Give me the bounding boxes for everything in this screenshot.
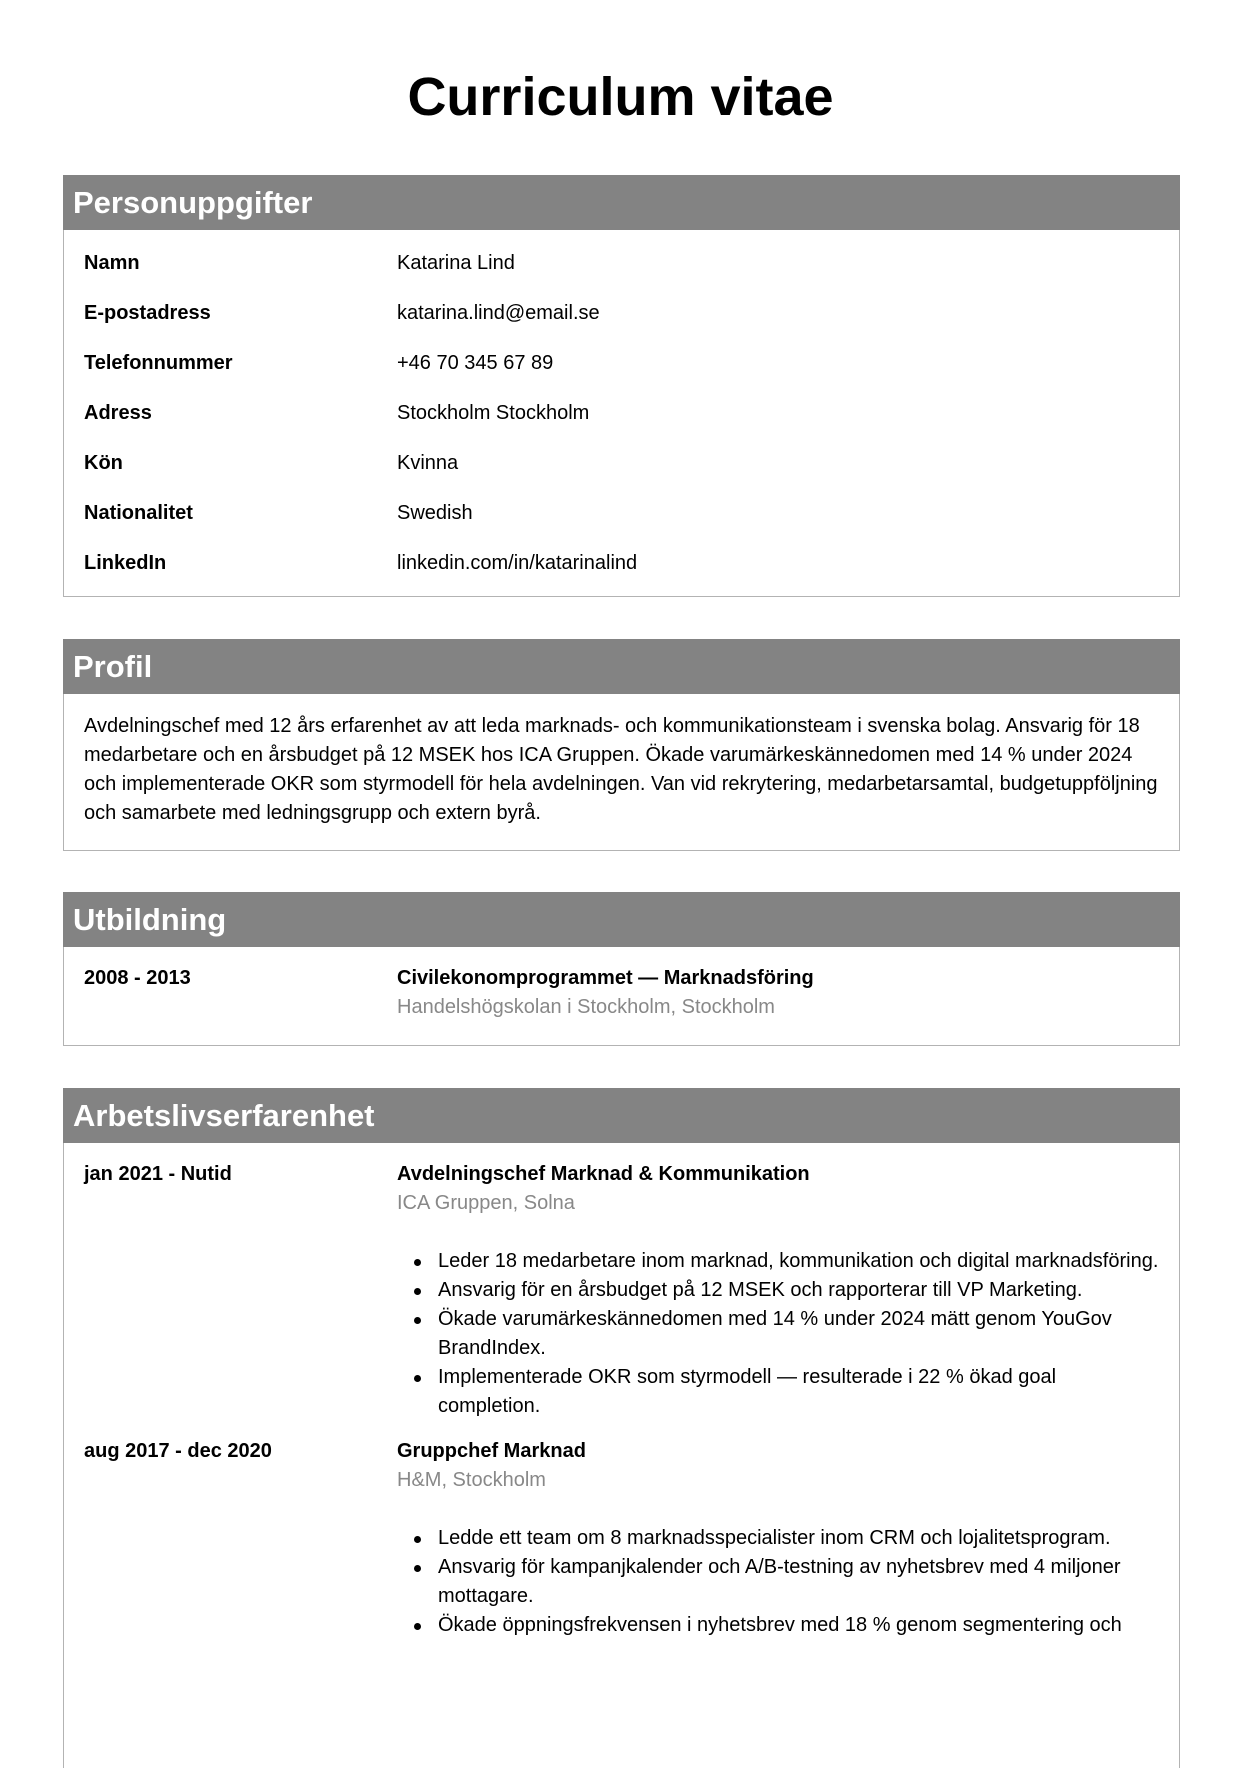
profile-text: Avdelningschef med 12 års erfarenhet av att leda marknads- och kommunikationsteam i svenska bolag. Ansvarig för 18 medarbetare och en årsbudget på 12 MSEK hos ICA Gruppen. Ökade varumärkeskännedomen med 14 % under 2024 och implementerade OKR som styrmodell för hela avdelningen. Van vid rekrytering, medarbetarsamtal, budgetuppföljning och samarbete med ledningsgrupp och extern byrå. [84, 715, 1158, 824]
bullet-item: Ansvarig för en årsbudget på 12 MSEK och rapporterar till VP Marketing. [397, 1276, 1159, 1305]
entry-place: ICA Gruppen, Solna [397, 1192, 575, 1214]
info-value: Stockholm Stockholm [397, 401, 590, 424]
bullet-item: Ökade varumärkeskännedomen med 14 % under 2024 mätt genom YouGov BrandIndex. [397, 1305, 1159, 1363]
info-label: Adress [84, 401, 152, 424]
info-label: Kön [84, 451, 123, 474]
personal-info-section [63, 175, 1180, 597]
education-heading: Utbildning [63, 892, 1180, 947]
info-row-nationality [84, 488, 1159, 538]
entry-date: aug 2017 - dec 2020 [84, 1440, 272, 1462]
info-value: linkedin.com/in/katarinalind [397, 551, 638, 574]
info-row-name [84, 238, 1159, 288]
education-section [63, 892, 1180, 1046]
bullet-item: Implementerade OKR som styrmodell — resulterade i 22 % ökad goal completion. [397, 1363, 1159, 1421]
info-value: Kvinna [397, 451, 459, 474]
info-label: Telefonnummer [84, 351, 233, 374]
entry-date: jan 2021 - Nutid [84, 1163, 232, 1185]
experience-section [63, 1088, 1180, 1768]
info-label: LinkedIn [84, 551, 167, 574]
info-row-address [84, 388, 1159, 438]
experience-entry [84, 1160, 1159, 1421]
info-value: Katarina Lind [397, 251, 515, 274]
info-row-gender [84, 438, 1159, 488]
bullet-list [397, 1524, 1159, 1640]
page-title: Curriculum vitae [407, 67, 834, 127]
bullet-item: Ökade öppningsfrekvensen i nyhetsbrev med 18 % genom segmentering och [397, 1611, 1159, 1640]
info-label: Namn [84, 251, 140, 274]
profile-section [63, 639, 1180, 851]
info-value: Swedish [397, 501, 473, 524]
info-label: Nationalitet [84, 501, 193, 524]
education-entry [84, 964, 1159, 1022]
bullet-item: Leder 18 medarbetare inom marknad, kommunikation och digital marknadsföring. [397, 1247, 1159, 1276]
entry-title: Gruppchef Marknad [397, 1440, 586, 1462]
bullet-list [397, 1247, 1159, 1421]
entry-date: 2008 - 2013 [84, 967, 191, 989]
entry-title: Avdelningschef Marknad & Kommunikation [397, 1163, 810, 1185]
info-value: katarina.lind@email.se [397, 301, 600, 324]
profile-heading: Profil [63, 639, 1180, 694]
experience-heading: Arbetslivserfarenhet [63, 1088, 1180, 1143]
info-row-email [84, 288, 1159, 338]
personal-info-heading: Personuppgifter [63, 175, 1180, 230]
entry-title: Civilekonomprogrammet — Marknadsföring [397, 967, 814, 989]
entry-place: Handelshögskolan i Stockholm, Stockholm [397, 996, 775, 1018]
info-value: +46 70 345 67 89 [397, 351, 554, 374]
bullet-item: Ledde ett team om 8 marknadsspecialister inom CRM och lojalitetsprogram. [397, 1524, 1159, 1553]
experience-entry [84, 1437, 1159, 1640]
info-row-linkedin [84, 538, 1159, 588]
entry-place: H&M, Stockholm [397, 1469, 546, 1491]
info-label: E-postadress [84, 301, 211, 324]
bullet-item: Ansvarig för kampanjkalender och A/B-testning av nyhetsbrev med 4 miljoner mottagare. [397, 1553, 1159, 1611]
info-row-phone [84, 338, 1159, 388]
